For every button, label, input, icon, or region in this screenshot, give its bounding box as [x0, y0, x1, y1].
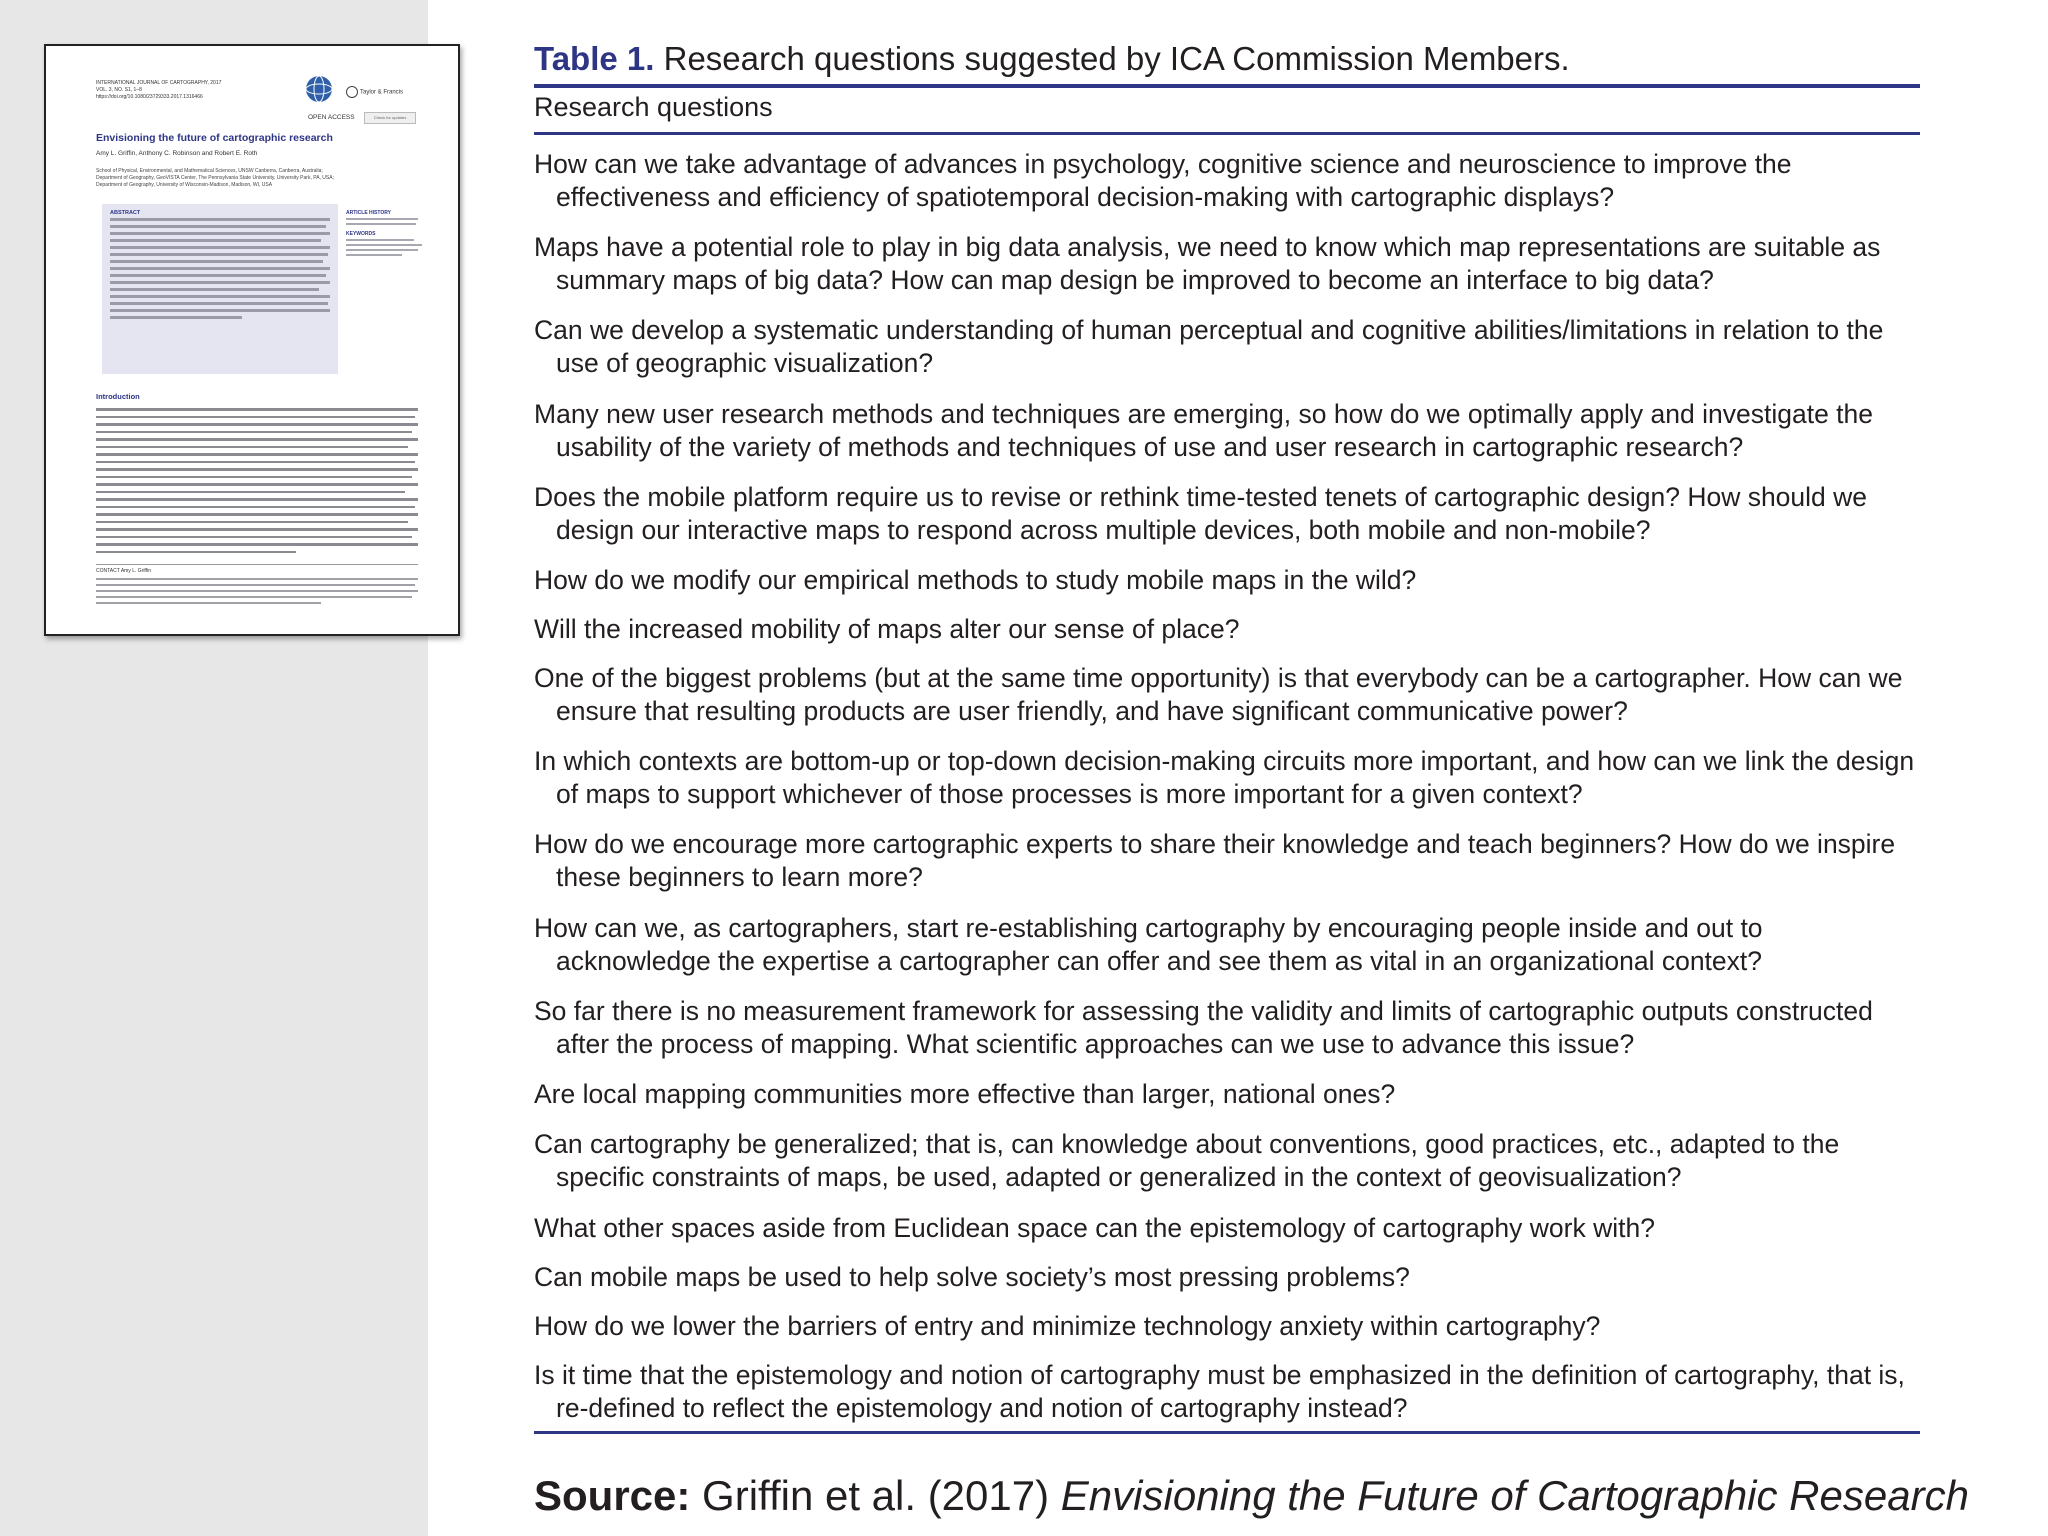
paper-thumbnail	[44, 44, 460, 636]
source-label: Source:	[534, 1472, 691, 1519]
open-access-badge: OPEN ACCESS	[308, 114, 355, 121]
question-row: Is it time that the epistemology and notion of cartography must be emphasized in the definition of cartography, that is, re-defined to reflect the epistemology and notion of cartography instead?	[534, 1360, 1905, 1423]
question-row: Does the mobile platform require us to revise or rethink time-tested tenets of cartographic design? How should we design our interactive maps to respond across multiple devices, both mobile and non-mobile?	[534, 482, 1868, 545]
check-updates-badge: Check for updates	[364, 112, 416, 124]
question-row: How can we take advantage of advances in psychology, cognitive science and neuroscience to improve the effectiveness and efficiency of spatiotemporal decision-making with cartographic displays?	[534, 149, 1792, 212]
publisher-logo: Taylor & Francis	[346, 86, 403, 98]
question-row: How do we encourage more cartographic experts to share their knowledge and teach beginners? How do we inspire these beginners to learn more?	[534, 829, 1896, 892]
question-row: Can cartography be generalized; that is, can knowledge about conventions, good practices, etc., adapted to the specific constraints of maps, be used, adapted or generalized in the context of geovisualization?	[534, 1129, 1840, 1192]
source-citation	[534, 1472, 1969, 1520]
questions-list	[534, 148, 1924, 1425]
table-bottom-rule	[534, 1431, 1920, 1434]
thumb-abstract: ABSTRACT	[102, 204, 338, 374]
left-panel	[0, 0, 428, 1536]
header-rule	[534, 132, 1920, 135]
abstract-text-lines	[110, 218, 330, 319]
thumb-footer-lines	[96, 578, 418, 608]
question-row: Will the increased mobility of maps alter our sense of place?	[534, 614, 1240, 644]
thumb-contact: CONTACT Amy L. Griffin	[96, 568, 152, 574]
source-title: Envisioning the Future of Cartographic Research	[1060, 1472, 1969, 1519]
question-row: How can we, as cartographers, start re-establishing cartography by encouraging people inside and out to acknowledge the expertise a cartographer can offer and see them as vital in an organizational context?	[534, 913, 1763, 976]
question-row: What other spaces aside from Euclidean space can the epistemology of cartography work with?	[534, 1213, 1655, 1243]
question-row: One of the biggest problems (but at the same time opportunity) is that everybody can be a cartographer. How can we ensure that resulting products are user friendly, and have significant communicative power?	[534, 663, 1903, 726]
table-caption: Research questions suggested by ICA Commission Members.	[654, 40, 1570, 77]
question-row: How do we modify our empirical methods to study mobile maps in the wild?	[534, 565, 1417, 595]
question-row: So far there is no measurement framework for assessing the validity and limits of cartographic outputs constructed after the process of mapping. What scientific approaches can we use to advance this issue?	[534, 996, 1873, 1059]
thumb-journal-info: INTERNATIONAL JOURNAL OF CARTOGRAPHY, 2017 VOL. 3, NO. S1, 1–8 https://doi.org/10.1080/23729333.2017.1316466	[96, 80, 222, 100]
source-authors: Griffin et al. (2017)	[690, 1472, 1061, 1519]
thumb-article-history: ARTICLE HISTORY KEYWORDS	[346, 210, 426, 259]
thumb-intro-heading: Introduction	[96, 392, 140, 401]
question-row: Many new user research methods and techniques are emerging, so how do we optimally apply and investigate the usability of the variety of methods and techniques of use and user research in cartographic research?	[534, 399, 1874, 462]
thumb-body-lines	[96, 408, 418, 558]
question-row: Can we develop a systematic understanding of human perceptual and cognitive abilities/limitations in relation to the use of geographic visualization?	[534, 315, 1884, 378]
table-top-rule	[534, 84, 1920, 88]
thumb-authors: Amy L. Griffin, Anthony C. Robinson and Robert E. Roth	[96, 150, 258, 157]
question-row: How do we lower the barriers of entry and minimize technology anxiety within cartography?	[534, 1311, 1601, 1341]
question-row: In which contexts are bottom-up or top-down decision-making circuits more important, and how can we link the design of maps to support whichever of those processes is more important for a given context?	[534, 746, 1915, 809]
table-label: Table 1.	[534, 40, 655, 77]
ica-globe-icon	[302, 72, 336, 106]
question-row: Maps have a potential role to play in big data analysis, we need to know which map representations are suitable as summary maps of big data? How can map design be improved to become an interface to big data?	[534, 232, 1881, 295]
question-row: Are local mapping communities more effective than larger, national ones?	[534, 1079, 1396, 1109]
table-title	[534, 40, 1570, 78]
thumb-affiliations: School of Physical, Environmental, and Mathematical Sciences, UNSW Canberra, Canberra, Australia; Department of Geography, GeoVISTA Center, The Pennsylvania State University, University Park, PA, USA; Department of Geography, University of Wisconsin-Madison, Madison, WI, USA	[96, 168, 334, 188]
thumb-title: Envisioning the future of cartographic research	[96, 132, 333, 144]
thumb-footer-rule	[96, 564, 418, 565]
column-header: Research questions	[534, 92, 773, 122]
question-row: Can mobile maps be used to help solve society’s most pressing problems?	[534, 1262, 1410, 1292]
